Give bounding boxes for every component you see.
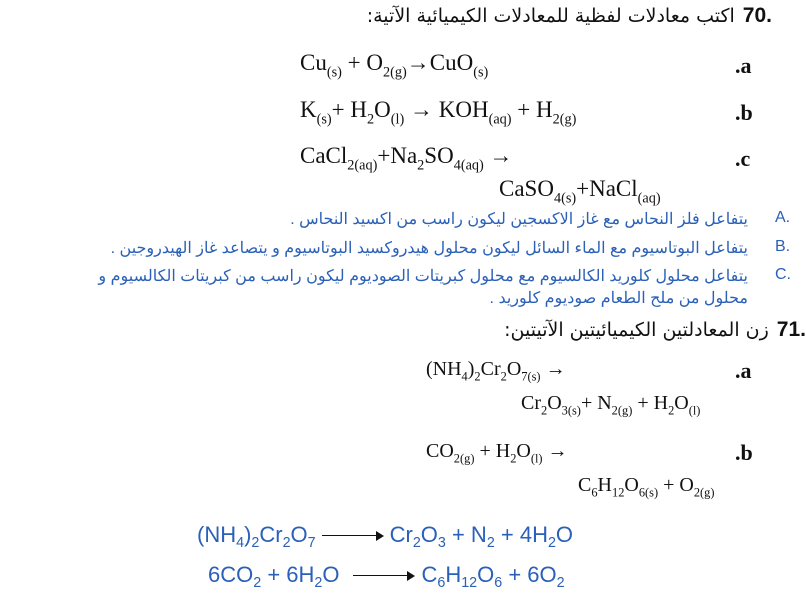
q70-instruction: اكتب معادلات لفظية للمعادلات الكيميائية الآتية: <box>366 5 735 27</box>
q71-instruction: زن المعادلتين الكيميائيتين الآتيتين: <box>504 319 769 341</box>
balanced-eq-1: $(NH_4)_2Cr_2O_7$ $Cr_2O_3 + N_2 + 4H_2O$ <box>197 522 574 551</box>
q71-eq-a-line2: $Cr_2O_{3(s)}+ N_{2(g)} + H_2O_{(l)}$ <box>521 392 701 418</box>
q71-letter-b: .b <box>735 440 753 465</box>
q70-header <box>367 4 772 28</box>
answer-c-text-line1: يتفاعل محلول كلوريد الكالسيوم مع محلول كبريتات الصوديوم ليكون راسب من كبريتات الكالسيوم و <box>98 268 748 285</box>
q70-letter-c: .c <box>735 146 751 171</box>
answer-c-letter: C. <box>775 266 791 283</box>
q71-eq-b-line2: $C_6H_{12}O_{6(s)} + O_{2(g)}$ <box>578 474 715 500</box>
q70-eq-c-line2: CaSO$_{4(s)}$+NaCl$_{(aq)}$ <box>499 176 661 207</box>
q71-eq-b-line1: $CO_{2(g)} + H_2O_{(l)}$ → <box>426 440 568 466</box>
arrow-icon <box>353 571 415 581</box>
q70-number: 70. <box>742 4 772 27</box>
q71-header <box>504 318 806 342</box>
q70-letter-b: .b <box>735 100 753 125</box>
arrow-icon <box>322 531 384 541</box>
q70-eq-b: $K_{(s)}+ H_2O_{(l)} \to KOH_{(aq)} + H_{2(g)}$ <box>300 97 577 128</box>
q71-letter-a: .a <box>735 358 752 383</box>
q71-number: 71. <box>776 318 806 341</box>
q70-eq-c-line1: $CaCl_{2(aq)}+Na_2SO_{4(aq)}$ → <box>300 143 513 174</box>
q70-letter-a: .a <box>735 53 752 78</box>
balanced-eq-2: $6CO_2 + 6H_2O$ $C_6H_{12}O_6 + 6O_2$ <box>208 562 565 591</box>
answer-a-letter: A. <box>775 209 791 226</box>
answer-b-letter: B. <box>775 238 791 255</box>
q70-eq-a: $Cu_{(s)} + O_{2(g)}\to CuO_{(s)}$ <box>300 50 489 81</box>
q71-eq-a-line1: $(NH_4)_2Cr_2O_{7(s)}$ → <box>426 358 566 384</box>
answer-a-text: يتفاعل فلز النحاس مع غاز الاكسجين ليكون راسب من اكسيد النحاس . <box>290 211 748 228</box>
answer-c-text-line2: محلول من ملح الطعام صوديوم كلوريد . <box>489 290 748 307</box>
answer-b-text: يتفاعل البوتاسيوم مع الماء السائل ليكون محلول هيدروكسيد البوتاسيوم و يتصاعد غاز الهيدروجين . <box>110 240 748 257</box>
